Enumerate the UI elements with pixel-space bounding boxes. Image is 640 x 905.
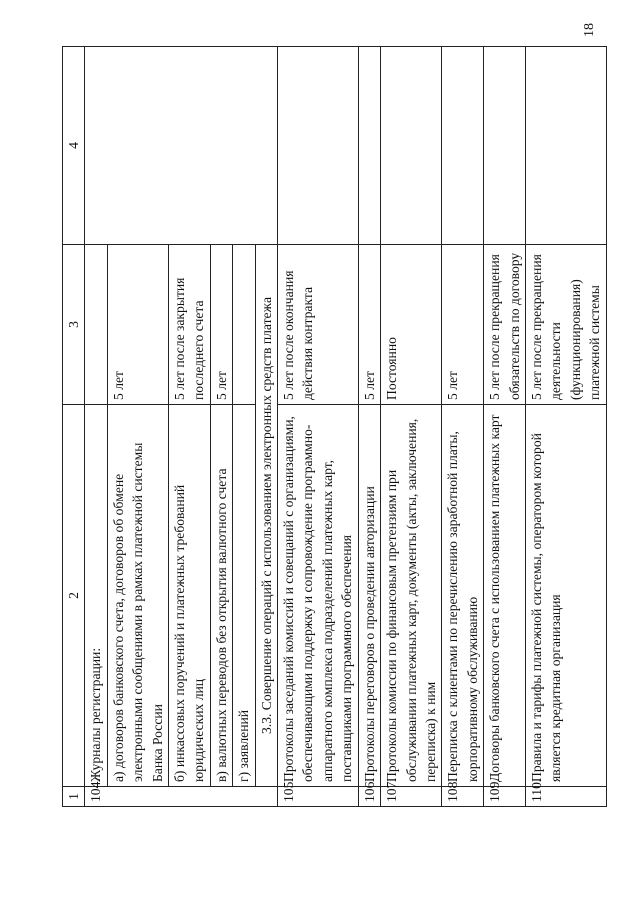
row-notes — [484, 47, 526, 245]
row-notes — [278, 47, 359, 245]
row-number: 108. — [442, 787, 484, 807]
header-col-1: 1 — [63, 787, 85, 807]
table-row — [442, 47, 484, 807]
page-number: 18 — [582, 23, 597, 37]
row-term: 5 лет после прекращения деятельности (функционирования) платежной системы — [525, 245, 606, 405]
retention-table — [62, 46, 607, 807]
row-number: 105. — [278, 787, 359, 807]
table-row — [525, 47, 606, 807]
table-row — [381, 47, 442, 807]
header-col-2: 2 — [63, 405, 85, 787]
row-text: Договоры банковского счета с использованием платежных карт — [484, 405, 526, 787]
table-row — [358, 47, 380, 807]
row-term-a: 5 лет — [107, 245, 168, 405]
row-term: 5 лет — [358, 245, 380, 405]
row-number: 106. — [358, 787, 380, 807]
table-row — [278, 47, 359, 807]
row-number: 110. — [525, 787, 606, 807]
row-term — [85, 245, 107, 405]
section-title: 3.3. Совершение операций с использованием электронных средств платежа — [255, 245, 277, 787]
table-row — [484, 47, 526, 807]
row-subitem-c: в) валютных переводов без открытия валютного счета — [210, 405, 232, 787]
header-row — [63, 47, 85, 807]
row-subitem-d: г) заявлений — [233, 405, 255, 787]
row-text: Протоколы заседаний комиссий и совещаний с организациями, обеспечивающими поддержку и сопровождение программно-аппаратного комплекса подразделений платежных карт, поставщиками программного обеспечения — [278, 405, 359, 787]
row-text: Протоколы переговоров о проведении авторизации — [358, 405, 380, 787]
row-text: Переписка с клиентами по перечислению заработной платы, корпоративному обслуживанию — [442, 405, 484, 787]
row-title: Журналы регистрации: — [85, 405, 107, 787]
row-term: 5 лет — [442, 245, 484, 405]
row-number: 104. — [85, 787, 278, 807]
row-text: Протоколы комиссии по финансовым претензиям при обслуживании платежных карт, документы (акты, заключения, переписка) к ним — [381, 405, 442, 787]
row-notes — [442, 47, 484, 245]
row-notes — [358, 47, 380, 245]
row-term: 5 лет после прекращения обязательств по договору — [484, 245, 526, 405]
row-term: Постоянно — [381, 245, 442, 405]
table-row — [85, 47, 107, 807]
row-number: 109. — [484, 787, 526, 807]
row-text: Правила и тарифы платежной системы, оператором которой является кредитная организация — [525, 405, 606, 787]
row-term-c: 5 лет — [210, 245, 232, 405]
row-subitem-b: б) инкассовых поручений и платежных требований юридических лиц — [169, 405, 211, 787]
row-notes — [525, 47, 606, 245]
row-term-d — [233, 245, 255, 405]
row-term: 5 лет после окончания действия контракта — [278, 245, 359, 405]
header-col-3: 3 — [63, 245, 85, 405]
row-subitem-a: а) договоров банковского счета, договоров об обмене электронными сообщениями в рамках платежной системы Банка России — [107, 405, 168, 787]
row-notes — [85, 47, 278, 245]
row-term-b: 5 лет после закрытия последнего счета — [169, 245, 211, 405]
row-notes — [381, 47, 442, 245]
header-col-4: 4 — [63, 47, 85, 245]
row-number: 107. — [381, 787, 442, 807]
